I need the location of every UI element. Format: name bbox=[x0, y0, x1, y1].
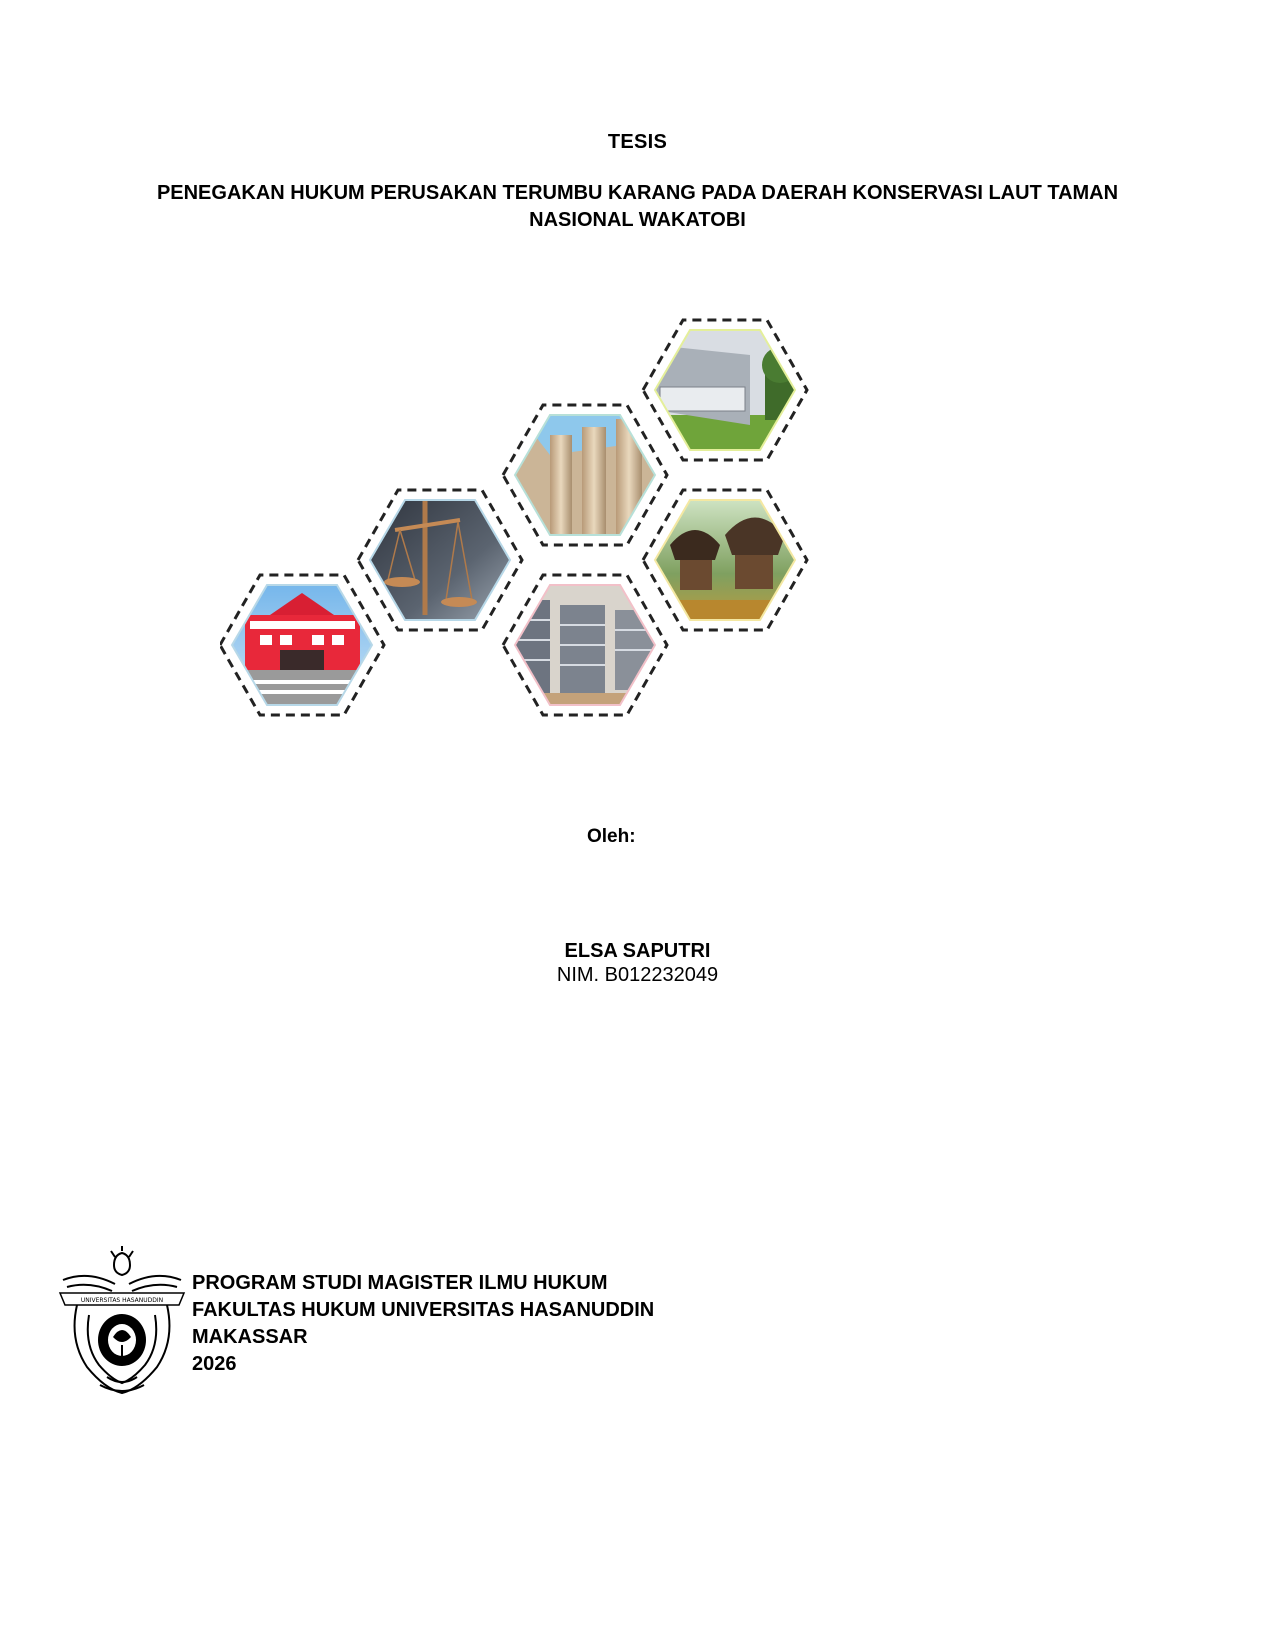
photo-court-columns bbox=[505, 405, 665, 545]
author-name: ELSA SAPUTRI bbox=[564, 940, 711, 962]
author-nim: NIM. B012232049 bbox=[556, 964, 719, 986]
by-label: Oleh: bbox=[587, 826, 636, 847]
photo-campus-building bbox=[220, 575, 390, 715]
faculty-name: FAKULTAS HUKUM UNIVERSITAS HASANUDDIN bbox=[192, 1299, 655, 1321]
photo-land-sign bbox=[645, 320, 805, 460]
year: 2026 bbox=[192, 1353, 237, 1375]
document-type: TESIS bbox=[607, 131, 668, 153]
university-emblem-icon bbox=[55, 1245, 189, 1395]
program-name: PROGRAM STUDI MAGISTER ILMU HUKUM bbox=[192, 1272, 608, 1294]
thesis-title: PENEGAKAN HUKUM PERUSAKAN TERUMBU KARANG PADA DAERAH KONSERVASI LAUT TAMAN NASIONAL WAKATOBI bbox=[156, 182, 1119, 231]
emblem-banner-text: UNIVERSITAS HASANUDDIN bbox=[80, 1297, 164, 1304]
photo-collage bbox=[220, 315, 870, 775]
photo-tongkonan-houses bbox=[645, 490, 805, 630]
photo-scales-of-justice bbox=[360, 490, 520, 630]
city-name: MAKASSAR bbox=[192, 1326, 308, 1348]
institution-block bbox=[192, 1270, 654, 1378]
photo-library-shelves bbox=[505, 575, 665, 715]
